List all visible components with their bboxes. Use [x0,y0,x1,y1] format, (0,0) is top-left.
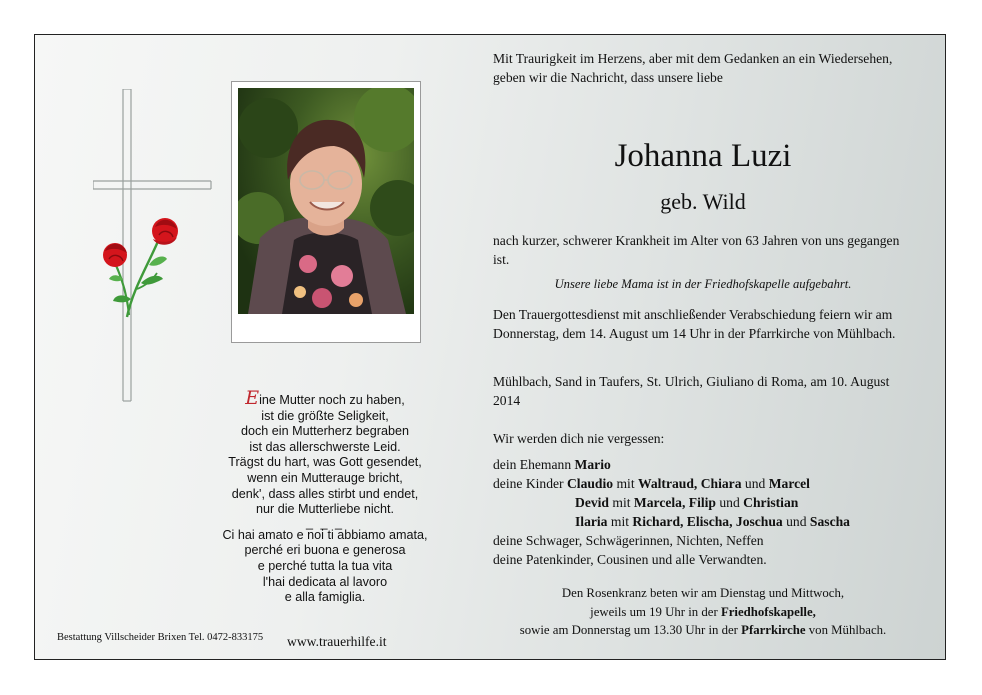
poem-line: wenn ein Mutterauge bricht, [247,470,403,485]
portrait-photo [238,88,414,314]
poem-line: Ci hai amato e noi ti abbiamo amata, [222,527,428,542]
family-row: Devid mit Marcela, Filip und Christian [575,495,799,510]
poem-line: e alla famiglia. [284,590,366,605]
poem-line: Eine Mutter noch zu haben, [245,387,405,409]
rosary-notice [493,584,913,640]
intro-text: Mit Traurigkeit im Herzens, aber mit dem Gedanken an ein Wiedersehen, geben wir die Nachricht, dass unsere liebe [493,51,893,85]
rosary-line: Den Rosenkranz beten wir am Dienstag und Mittwoch, [561,586,845,600]
place-date: Mühlbach, Sand in Taufers, St. Ulrich, Giuliano di Roma, am 10. August 2014 [493,374,890,408]
rose-icon [103,218,178,317]
family-row: deine Schwager, Schwägerinnen, Nichten, Neffen [493,533,764,548]
poem-line: perché eri buona e generosa [244,543,406,558]
portrait-frame [231,81,421,343]
deceased-name: Johanna Luzi [614,138,792,174]
poem-line: denk', dass alles stirbt und endet, [231,486,419,501]
rosary-line: jeweils um 19 Uhr in der Friedhofskapelle, [590,604,816,619]
website-text: www.trauerhilfe.it [287,634,387,649]
passing-text: nach kurzer, schwerer Krankheit im Alter von 63 Jahren von uns gegangen ist. [493,233,900,267]
family-row: deine Patenkinder, Cousinen und alle Verwandten. [493,552,767,567]
poem-line: l'hai dedicata al lavoro [262,574,388,589]
poem-line: ist das allerschwerste Leid. [249,439,401,454]
poem-line: ist die größte Seligkeit, [261,408,389,423]
birth-name: geb. Wild [660,189,746,214]
poem-line: Trägst du hart, was Gott gesendet, [228,455,422,470]
poem-line: nur die Mutterliebe nicht. [256,502,394,517]
poem-line: e perché tutta la tua vita [257,558,393,573]
drop-cap: E [245,387,260,409]
family-list [493,455,923,569]
memorial-poem [207,387,443,606]
funeral-home-info: Bestattung Villscheider Brixen Tel. 0472-833175 [57,632,264,643]
cross-icon [93,89,213,405]
never-forget-text: Wir werden dich nie vergessen: [493,431,665,446]
rosary-line: sowie am Donnerstag um 13.30 Uhr in der Pfarrkirche von Mühlbach. [519,623,887,637]
death-notice-card [34,34,946,660]
family-row: Ilaria mit Richard, Elischa, Joschua und Sascha [575,514,850,529]
family-row: deine Kinder Claudio mit Waltraud, Chiara und Marcel [493,476,810,491]
poem-separator: _ _ _ [305,515,344,530]
service-text: Den Trauergottesdienst mit anschließender Verabschiedung feiern wir am Donnerstag, dem 14. August um 14 Uhr in der Pfarrkirche von Mühlbach. [493,307,896,341]
family-row: dein Ehemann Mario [493,457,611,472]
poem-line: doch ein Mutterherz begraben [240,424,410,439]
laid-out-notice: Unsere liebe Mama ist in der Friedhofskapelle aufgebahrt. [554,277,852,291]
